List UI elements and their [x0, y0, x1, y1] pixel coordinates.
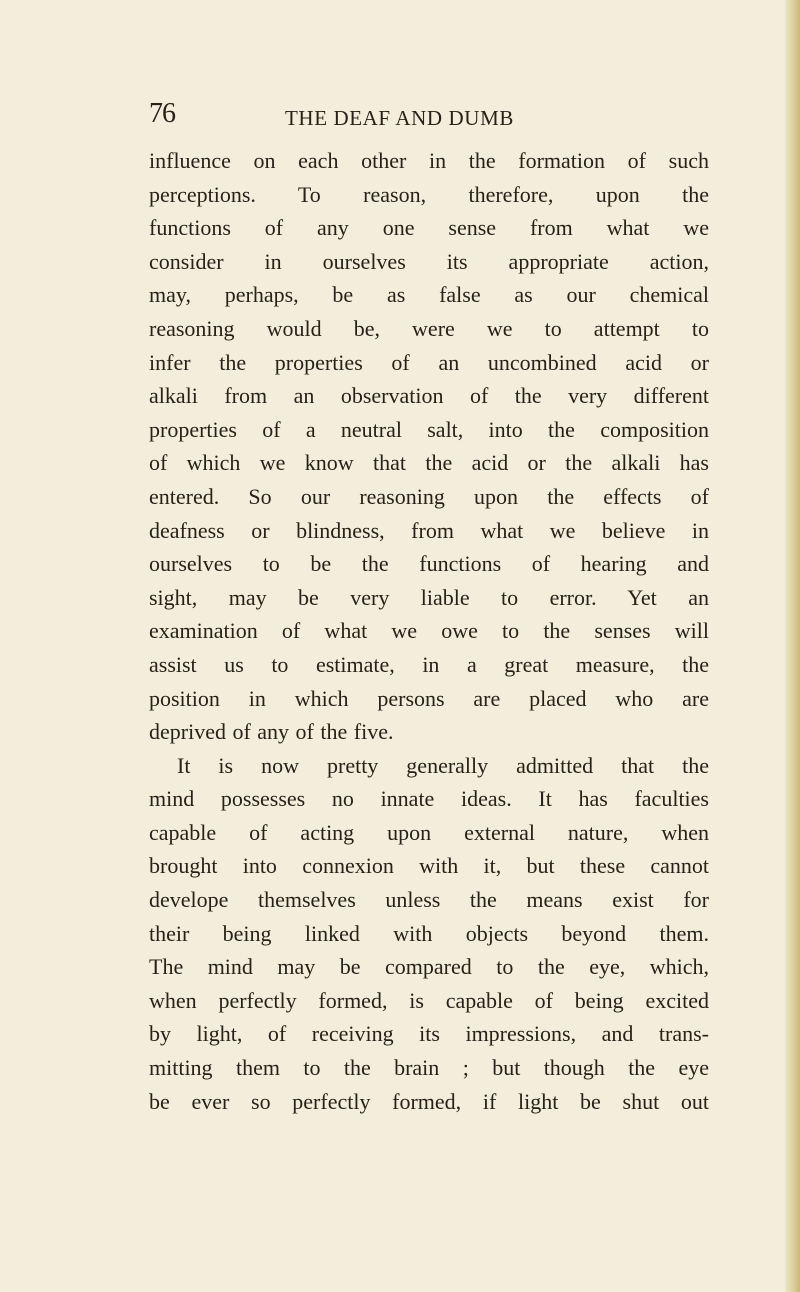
- text-line: mitting them to the brain ; but though the eye: [149, 1055, 709, 1081]
- text-line: by light, of receiving its impressions, and trans-: [149, 1021, 709, 1047]
- text-line: of which we know that the acid or the alkali has: [149, 450, 709, 476]
- text-line: influence on each other in the formation of such: [149, 148, 709, 173]
- text-line: perceptions. To reason, therefore, upon the: [149, 181, 709, 207]
- page-edge: [788, 0, 800, 1292]
- text-line: brought into connexion with it, but these cannot: [149, 853, 709, 879]
- text-line: their being linked with objects beyond them.: [149, 920, 709, 946]
- text-line: ourselves to be the functions of hearing and: [149, 551, 709, 577]
- paragraph-start-line: It is now pretty generally admitted that the: [177, 752, 709, 778]
- text-line: mind possesses no innate ideas. It has faculties: [149, 786, 709, 812]
- text-line: be ever so perfectly formed, if light be shut out: [149, 1088, 709, 1114]
- page-number: 76: [149, 98, 175, 129]
- page-header: [149, 98, 709, 138]
- text-line: consider in ourselves its appropriate action,: [149, 248, 709, 274]
- text-line: entered. So our reasoning upon the effects of: [149, 483, 709, 509]
- body-text: [149, 144, 709, 1118]
- text-line: sight, may be very liable to error. Yet an: [149, 584, 709, 610]
- text-line: properties of a neutral salt, into the composition: [149, 416, 709, 442]
- paragraph-end-line: deprived of any of the five.: [149, 719, 394, 745]
- text-line: The mind may be compared to the eye, which,: [149, 954, 709, 980]
- text-line: assist us to estimate, in a great measure, the: [149, 651, 709, 677]
- text-line: alkali from an observation of the very different: [149, 383, 709, 409]
- text-line: reasoning would be, were we to attempt to: [149, 315, 709, 341]
- text-line: deafness or blindness, from what we believe in: [149, 517, 709, 543]
- text-line: may, perhaps, be as false as our chemical: [149, 282, 709, 308]
- text-line: when perfectly formed, is capable of being excited: [149, 987, 709, 1013]
- text-line: functions of any one sense from what we: [149, 215, 709, 241]
- text-line: infer the properties of an uncombined acid or: [149, 349, 709, 375]
- text-line: capable of acting upon external nature, when: [149, 819, 709, 845]
- running-title: THE DEAF AND DUMB: [285, 106, 514, 130]
- text-line: develope themselves unless the means exist for: [149, 887, 709, 913]
- text-line: position in which persons are placed who are: [149, 685, 709, 711]
- text-line: examination of what we owe to the senses will: [149, 618, 709, 644]
